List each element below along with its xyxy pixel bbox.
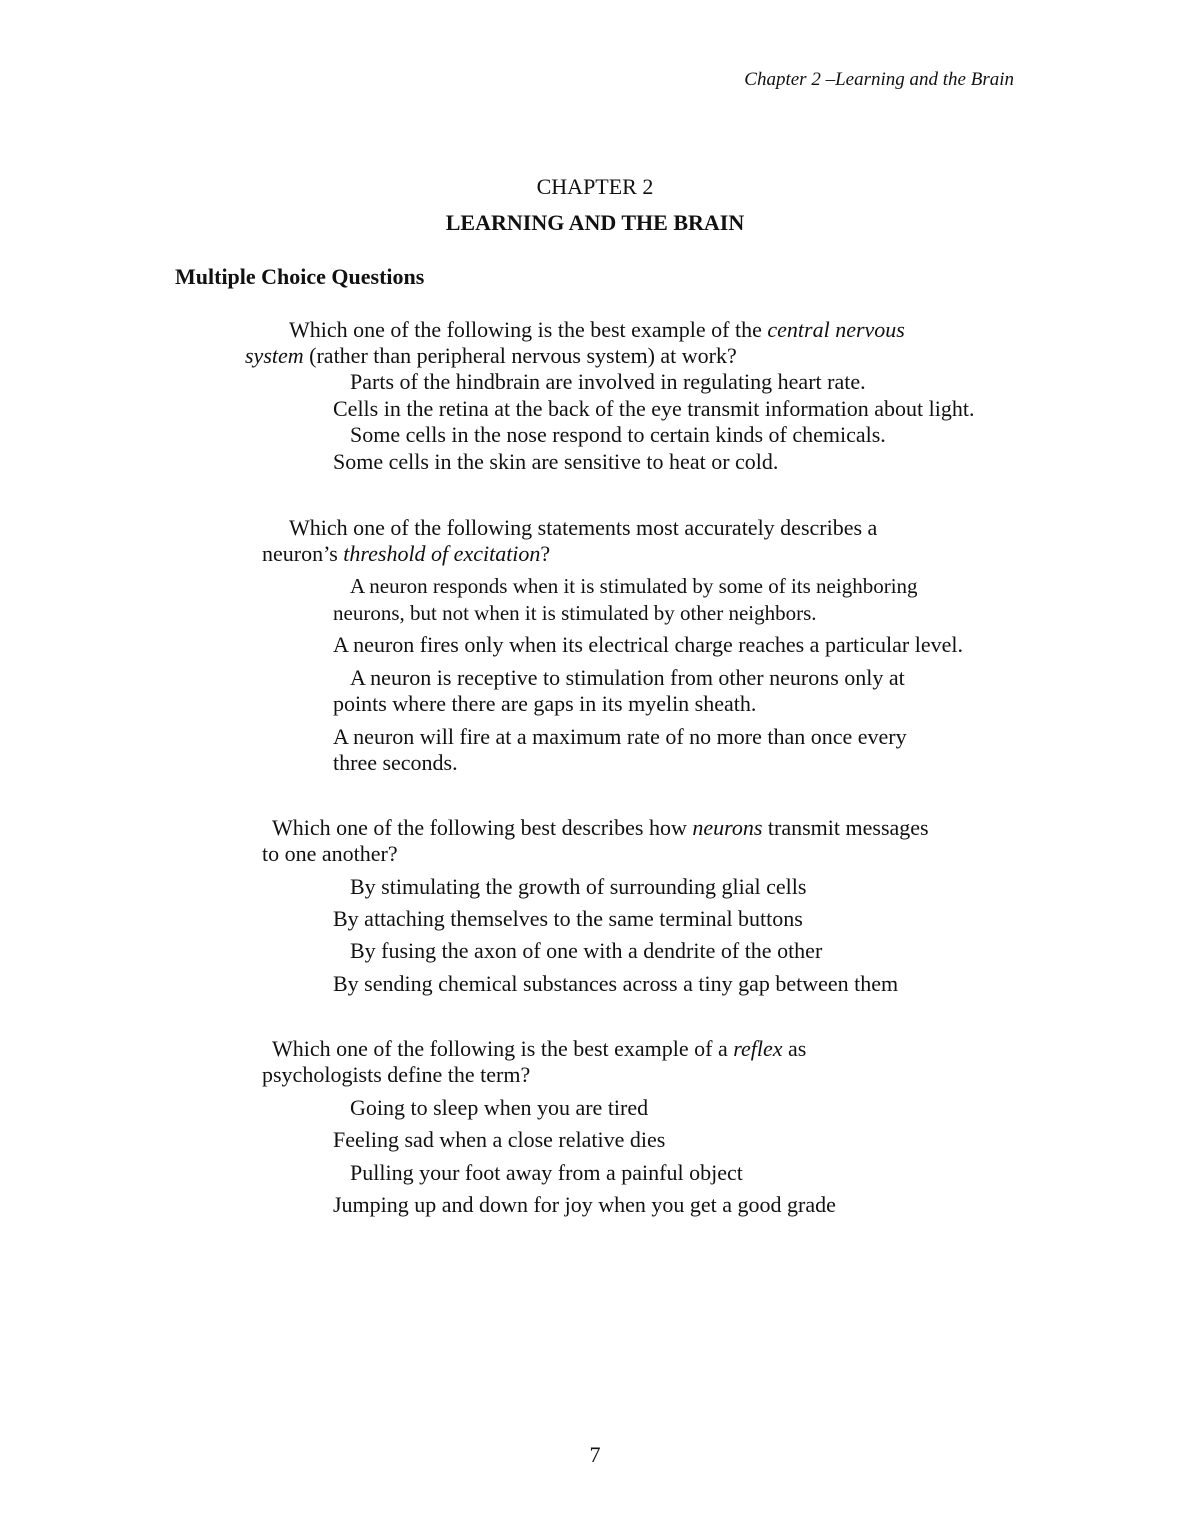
question-4-option-d: Jumping up and down for joy when you get a good grade [333, 1192, 836, 1217]
question-2-option-c-line-1: A neuron is receptive to stimulation from other neurons only at [350, 665, 905, 690]
question-1-stem-line-2: system (rather than peripheral nervous system) at work? [245, 343, 737, 368]
question-1-stem-line-1: Which one of the following is the best example of the central nervous [289, 317, 905, 342]
question-2-stem-line-1: Which one of the following statements most accurately describes a [289, 515, 878, 540]
question-3-option-a: By stimulating the growth of surrounding glial cells [350, 874, 807, 899]
running-header: Chapter 2 –Learning and the Brain [744, 69, 1014, 90]
page-number: 7 [589, 1442, 601, 1467]
question-3-option-d: By sending chemical substances across a tiny gap between them [333, 971, 899, 996]
question-2-option-d-line-1: A neuron will fire at a maximum rate of no more than once every [333, 724, 907, 749]
question-3-stem-line-1: Which one of the following best describes how neurons transmit messages [272, 815, 929, 840]
question-3-stem-line-2: to one another? [262, 841, 398, 866]
question-2-option-a-line-1: A neuron responds when it is stimulated by some of its neighboring [350, 574, 918, 598]
question-2-option-c-line-2: points where there are gaps in its myelin sheath. [333, 691, 757, 716]
question-1-option-d: Some cells in the skin are sensitive to heat or cold. [333, 449, 779, 474]
chapter-title: LEARNING AND THE BRAIN [445, 210, 745, 235]
question-2-option-a-line-2: neurons, but not when it is stimulated by other neighbors. [333, 601, 817, 625]
question-2-option-b: A neuron fires only when its electrical charge reaches a particular level. [333, 632, 963, 657]
question-1-option-a: Parts of the hindbrain are involved in regulating heart rate. [350, 369, 866, 394]
section-heading: Multiple Choice Questions [175, 264, 425, 289]
question-3-option-c: By fusing the axon of one with a dendrite of the other [350, 938, 823, 963]
question-1-option-b: Cells in the retina at the back of the eye transmit information about light. [333, 396, 975, 421]
question-4-option-b: Feeling sad when a close relative dies [333, 1127, 666, 1152]
question-4-stem-line-1: Which one of the following is the best example of a reflex as [272, 1036, 807, 1061]
question-4-option-a: Going to sleep when you are tired [350, 1095, 649, 1120]
chapter-label: CHAPTER 2 [536, 174, 654, 199]
question-4-stem-line-2: psychologists define the term? [262, 1062, 531, 1087]
question-4-option-c: Pulling your foot away from a painful object [350, 1160, 743, 1185]
question-2-stem-line-2: neuron’s threshold of excitation? [262, 541, 551, 566]
question-2-option-d-line-2: three seconds. [333, 750, 458, 775]
question-1-option-c: Some cells in the nose respond to certain kinds of chemicals. [350, 422, 886, 447]
question-3-option-b: By attaching themselves to the same terminal buttons [333, 906, 803, 931]
